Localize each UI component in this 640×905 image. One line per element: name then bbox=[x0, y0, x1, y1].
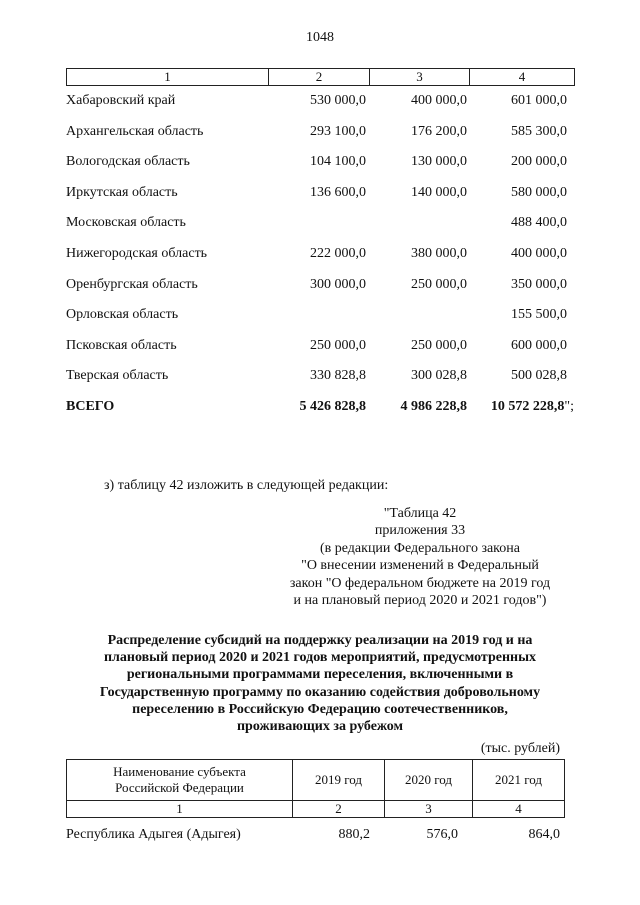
title-line: Распределение субсидий на поддержку реализации на 2019 год и на bbox=[107, 633, 533, 648]
value-cell: 293 100,0 bbox=[310, 123, 366, 139]
value-cell: 350 000,0 bbox=[511, 276, 567, 292]
region-name: Оренбургская область bbox=[66, 276, 198, 292]
table-row bbox=[66, 214, 574, 245]
value-cell: 576,0 bbox=[426, 827, 458, 842]
total-value: 4 986 228,8 bbox=[400, 398, 467, 414]
header-year: 2019 год bbox=[293, 760, 385, 801]
total-value-wrap bbox=[491, 398, 574, 416]
column-number: 2 bbox=[269, 69, 370, 86]
top-table-rows bbox=[66, 92, 574, 429]
caption-line: приложения 33 bbox=[374, 523, 466, 539]
region-name: Орловская область bbox=[66, 307, 179, 323]
top-table-column-numbers bbox=[66, 68, 575, 86]
title-line: проживающих за рубежом bbox=[236, 719, 403, 735]
value-cell: 500 028,8 bbox=[511, 368, 567, 384]
column-number: 4 bbox=[470, 69, 575, 86]
region-name: Иркутская область bbox=[66, 184, 178, 200]
region-name: Московская область bbox=[66, 215, 186, 231]
column-number: 3 bbox=[370, 69, 470, 86]
column-number: 4 bbox=[473, 801, 565, 818]
page-number: 1048 bbox=[306, 30, 334, 45]
value-cell: 601 000,0 bbox=[511, 93, 567, 108]
value-cell: 380 000,0 bbox=[411, 245, 467, 261]
value-cell: 136 600,0 bbox=[310, 184, 366, 200]
header-year: 2021 год bbox=[473, 760, 565, 801]
table-caption bbox=[270, 505, 570, 609]
value-cell: 250 000,0 bbox=[310, 337, 366, 353]
value-cell: 200 000,0 bbox=[511, 154, 567, 170]
value-cell: 155 500,0 bbox=[511, 307, 567, 323]
value-cell: 130 000,0 bbox=[411, 154, 467, 170]
table-row bbox=[66, 184, 574, 215]
value-cell: 585 300,0 bbox=[511, 123, 567, 139]
value-cell: 300 028,8 bbox=[411, 368, 467, 384]
value-cell: 330 828,8 bbox=[310, 368, 366, 384]
region-name: Архангельская область bbox=[66, 123, 204, 139]
value-cell: 140 000,0 bbox=[411, 184, 467, 200]
document-title bbox=[60, 632, 580, 735]
title-line: региональными программами переселения, включенными в bbox=[126, 667, 514, 683]
region-name: Тверская область bbox=[66, 368, 169, 384]
value-cell: 864,0 bbox=[528, 827, 560, 842]
total-row bbox=[66, 398, 574, 429]
header-line: Российской Федерации bbox=[115, 780, 244, 795]
table-row bbox=[66, 337, 574, 368]
total-value: 10 572 228,8 bbox=[490, 398, 565, 414]
value-cell: 222 000,0 bbox=[310, 245, 366, 261]
column-number: 3 bbox=[385, 801, 473, 818]
caption-line: "О внесении изменений в Федеральный bbox=[301, 558, 539, 574]
value-cell: 488 400,0 bbox=[511, 215, 567, 231]
value-cell: 400 000,0 bbox=[511, 245, 567, 261]
region-name: Республика Адыгея (Адыгея) bbox=[66, 827, 241, 842]
column-number: 1 bbox=[67, 69, 269, 86]
table-row bbox=[66, 276, 574, 307]
closing-quote: "; bbox=[564, 398, 574, 414]
header-year: 2020 год bbox=[385, 760, 473, 801]
value-cell: 250 000,0 bbox=[411, 276, 467, 292]
total-value: 5 426 828,8 bbox=[299, 398, 366, 414]
value-cell: 530 000,0 bbox=[310, 93, 366, 108]
table-row bbox=[66, 153, 574, 184]
region-name: Хабаровский край bbox=[66, 93, 176, 108]
value-cell: 880,2 bbox=[338, 827, 370, 842]
table-row bbox=[66, 367, 574, 398]
column-number: 1 bbox=[67, 801, 293, 818]
title-line: плановый период 2020 и 2021 годов мероприятий, предусмотренных bbox=[103, 650, 537, 666]
amendment-instruction: з) таблицу 42 изложить в следующей редакции: bbox=[104, 478, 389, 493]
column-number: 2 bbox=[293, 801, 385, 818]
value-cell: 104 100,0 bbox=[310, 154, 366, 170]
caption-line: "Таблица 42 bbox=[383, 506, 457, 521]
total-label: ВСЕГО bbox=[66, 398, 115, 414]
value-cell: 580 000,0 bbox=[511, 184, 567, 200]
title-line: переселению в Российскую Федерацию соотечественников, bbox=[132, 701, 508, 717]
region-name: Нижегородская область bbox=[66, 245, 208, 261]
main-table-header bbox=[66, 759, 565, 818]
units-label: (тыс. рублей) bbox=[480, 741, 560, 756]
value-cell: 176 200,0 bbox=[411, 123, 467, 139]
header-subject bbox=[67, 760, 293, 801]
table-row bbox=[66, 123, 574, 154]
caption-line: закон "О федеральном бюджете на 2019 год bbox=[289, 575, 551, 591]
value-cell: 300 000,0 bbox=[310, 276, 366, 292]
value-cell: 600 000,0 bbox=[511, 337, 567, 353]
value-cell: 400 000,0 bbox=[411, 93, 467, 108]
header-line: Наименование субъекта bbox=[113, 764, 246, 779]
caption-line: и на плановый период 2020 и 2021 годов") bbox=[293, 593, 547, 609]
region-name: Псковская область bbox=[66, 337, 177, 353]
table-row bbox=[66, 92, 574, 123]
table-row bbox=[66, 245, 574, 276]
region-name: Вологодская область bbox=[66, 154, 190, 170]
table-row bbox=[66, 826, 564, 844]
table-row bbox=[66, 306, 574, 337]
title-line: Государственную программу по оказанию содействия добровольному bbox=[99, 684, 541, 700]
value-cell: 250 000,0 bbox=[411, 337, 467, 353]
caption-line: (в редакции Федерального закона bbox=[320, 540, 520, 556]
